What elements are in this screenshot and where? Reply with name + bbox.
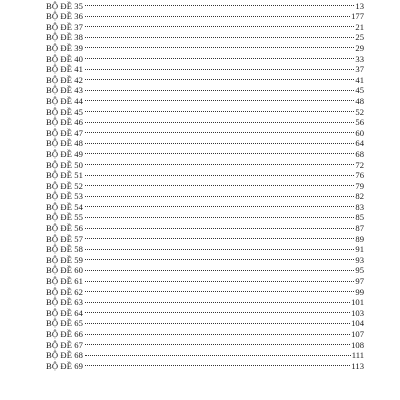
dot-leader — [85, 231, 354, 242]
toc-entry-label: BỘ ĐỀ 54 — [46, 201, 84, 212]
dot-leader — [85, 104, 354, 115]
toc-entry-page-number: 91 — [355, 244, 364, 255]
toc-entry-label: BỘ ĐỀ 69 — [46, 360, 84, 371]
dot-leader — [85, 146, 354, 157]
toc-entry-label: BỘ ĐỀ 61 — [46, 276, 84, 287]
toc-entry[interactable] — [46, 93, 364, 104]
toc-entry-label: BỘ ĐỀ 35 — [46, 0, 84, 11]
toc-entry[interactable] — [46, 40, 364, 51]
toc-entry-page-number: 45 — [355, 85, 364, 96]
toc-entry[interactable] — [46, 284, 364, 295]
toc-entry-label: BỘ ĐỀ 45 — [46, 106, 84, 117]
toc-entry-label: BỘ ĐỀ 60 — [46, 265, 84, 276]
toc-entry[interactable] — [46, 19, 364, 30]
dot-leader — [85, 168, 354, 179]
toc-entry[interactable] — [46, 72, 364, 83]
dot-leader — [85, 93, 354, 104]
toc-entry[interactable] — [46, 273, 364, 287]
dot-leader — [85, 157, 354, 168]
toc-entry-label: BỘ ĐỀ 49 — [46, 148, 84, 159]
toc-entry[interactable] — [46, 125, 364, 136]
dot-leader — [85, 0, 354, 9]
dot-leader — [85, 83, 354, 94]
toc-entry-page-number: 113 — [351, 360, 364, 371]
dot-leader — [85, 295, 350, 306]
toc-entry[interactable] — [46, 51, 364, 62]
toc-entry-page-number: 89 — [355, 233, 364, 244]
toc-entry-page-number: 97 — [355, 276, 364, 287]
dot-leader — [85, 115, 354, 126]
toc-entry-page-number: 93 — [355, 254, 364, 265]
toc-entry-page-number: 52 — [355, 106, 364, 117]
toc-entry-label: BỘ ĐỀ 68 — [46, 350, 84, 361]
toc-entry-label: BỘ ĐỀ 47 — [46, 127, 84, 138]
toc-entry-page-number: 41 — [355, 74, 364, 85]
toc-entry-label: BỘ ĐỀ 67 — [46, 339, 84, 350]
dot-leader — [85, 51, 354, 62]
dot-leader — [85, 199, 354, 210]
dot-leader — [85, 242, 354, 253]
toc-entry-label: BỘ ĐỀ 59 — [46, 254, 84, 265]
toc-entry[interactable] — [46, 62, 364, 73]
toc-entry-page-number: 111 — [351, 350, 364, 361]
toc-entry[interactable] — [46, 104, 364, 115]
toc-entry-page-number: 29 — [355, 42, 364, 53]
toc-entry-label: BỘ ĐỀ 66 — [46, 329, 84, 339]
toc-entry-page-number: 76 — [355, 170, 364, 181]
toc-entry-page-number: 68 — [355, 148, 364, 159]
toc-entry-page-number: 37 — [355, 64, 364, 75]
dot-leader — [85, 189, 354, 200]
toc-entry[interactable] — [46, 146, 364, 157]
dot-leader — [85, 348, 351, 359]
toc-entry-page-number: 87 — [355, 223, 364, 234]
toc-entry[interactable] — [46, 0, 364, 9]
toc-entry-page-number: 64 — [355, 138, 364, 149]
dot-leader — [85, 252, 354, 263]
toc-entry-page-number: 48 — [355, 95, 364, 106]
toc-entry-label: BỘ ĐỀ 38 — [46, 32, 84, 43]
toc-entry-label: BỘ ĐỀ 50 — [46, 159, 84, 170]
toc-entry-label: BỘ ĐỀ 57 — [46, 233, 84, 244]
dot-leader — [85, 273, 354, 284]
dot-leader — [85, 220, 354, 231]
toc-entry-page-number: 101 — [351, 297, 364, 308]
toc-entry[interactable] — [46, 305, 364, 316]
dot-leader — [85, 337, 350, 348]
dot-leader — [85, 210, 354, 221]
toc-entry-page-number: 25 — [355, 32, 364, 43]
toc-entry-label: BỘ ĐỀ 48 — [46, 138, 84, 149]
toc-entry[interactable] — [46, 348, 364, 359]
toc-entry-page-number: 56 — [355, 117, 364, 128]
toc-entry[interactable] — [46, 316, 364, 327]
toc-entry[interactable] — [46, 337, 364, 348]
toc-entry-page-number: 85 — [355, 212, 364, 223]
toc-entry-page-number: 107 — [351, 329, 364, 339]
toc-entry[interactable] — [46, 326, 364, 337]
toc-entry-label: BỘ ĐỀ 63 — [46, 297, 84, 308]
dot-leader — [85, 263, 354, 274]
toc-entry[interactable] — [46, 358, 364, 369]
dot-leader — [85, 125, 354, 136]
toc-entry-label: BỘ ĐỀ 52 — [46, 180, 84, 191]
dot-leader — [85, 316, 350, 327]
toc-entry-label: BỘ ĐỀ 36 — [46, 11, 84, 22]
toc-entry[interactable] — [46, 157, 364, 168]
toc-entry-label: BỘ ĐỀ 55 — [46, 212, 84, 223]
toc-entry-page-number: 103 — [351, 307, 364, 318]
toc-entry-label: BỘ ĐỀ 46 — [46, 117, 84, 128]
toc-entry[interactable] — [46, 252, 364, 263]
toc-entry[interactable] — [46, 115, 364, 126]
toc-entry-page-number: 60 — [355, 127, 364, 138]
toc-entry[interactable] — [46, 9, 364, 20]
dot-leader — [85, 40, 354, 51]
toc-entry-label: BỘ ĐỀ 56 — [46, 223, 84, 234]
toc-entry-page-number: 13 — [355, 0, 364, 11]
toc-entry-label: BỘ ĐỀ 39 — [46, 42, 84, 53]
toc-entry-label: BỘ ĐỀ 42 — [46, 74, 84, 85]
dot-leader — [85, 62, 354, 73]
toc-entry[interactable] — [46, 30, 364, 41]
toc-entry[interactable] — [46, 263, 364, 274]
toc-entry-page-number: 33 — [355, 53, 364, 64]
toc-entry-page-number: 108 — [351, 339, 364, 350]
toc-entry-page-number: 82 — [355, 191, 364, 202]
toc-entry[interactable] — [46, 136, 364, 147]
toc-entry-label: BỘ ĐỀ 58 — [46, 244, 84, 255]
dot-leader — [85, 30, 354, 41]
toc-entry-page-number: 21 — [355, 21, 364, 32]
toc-entry-label: BỘ ĐỀ 53 — [46, 191, 84, 202]
toc-entry[interactable] — [46, 295, 364, 306]
toc-entry-label: BỘ ĐỀ 43 — [46, 85, 84, 96]
toc-entry-label: BỘ ĐỀ 64 — [46, 307, 84, 318]
toc-entry[interactable] — [46, 199, 364, 210]
toc-entry-page-number: 177 — [351, 11, 364, 22]
toc-entry-label: BỘ ĐỀ 37 — [46, 21, 84, 32]
toc-entry[interactable] — [46, 83, 364, 94]
toc-entry[interactable] — [46, 242, 364, 253]
dot-leader — [85, 326, 350, 337]
toc-entry[interactable] — [46, 189, 364, 200]
dot-leader — [85, 72, 354, 83]
toc-entry-page-number: 99 — [355, 286, 364, 297]
dot-leader — [85, 358, 350, 369]
toc-entry[interactable] — [46, 231, 364, 242]
toc-entry-label: BỘ ĐỀ 40 — [46, 53, 84, 64]
toc-entry-page-number: 79 — [355, 180, 364, 191]
toc-entry-page-number: 83 — [355, 201, 364, 212]
toc-entry[interactable] — [46, 178, 364, 189]
toc-entry-label: BỘ ĐỀ 44 — [46, 95, 84, 106]
table-of-contents — [46, 0, 364, 369]
toc-entry[interactable] — [46, 210, 364, 221]
dot-leader — [85, 19, 354, 30]
toc-entry-label: BỘ ĐỀ 41 — [46, 64, 84, 75]
toc-entry-page-number: 104 — [351, 318, 364, 329]
dot-leader — [85, 9, 350, 20]
dot-leader — [85, 136, 354, 147]
toc-entry[interactable] — [46, 168, 364, 179]
dot-leader — [85, 305, 350, 316]
dot-leader — [85, 178, 354, 189]
toc-entry[interactable] — [46, 220, 364, 234]
toc-entry-label: BỘ ĐỀ 62 — [46, 286, 84, 297]
toc-entry-page-number: 72 — [355, 159, 364, 170]
toc-entry-label: BỘ ĐỀ 65 — [46, 318, 84, 329]
dot-leader — [85, 284, 354, 295]
toc-entry-label: BỘ ĐỀ 51 — [46, 170, 84, 181]
toc-entry-page-number: 95 — [355, 265, 364, 276]
